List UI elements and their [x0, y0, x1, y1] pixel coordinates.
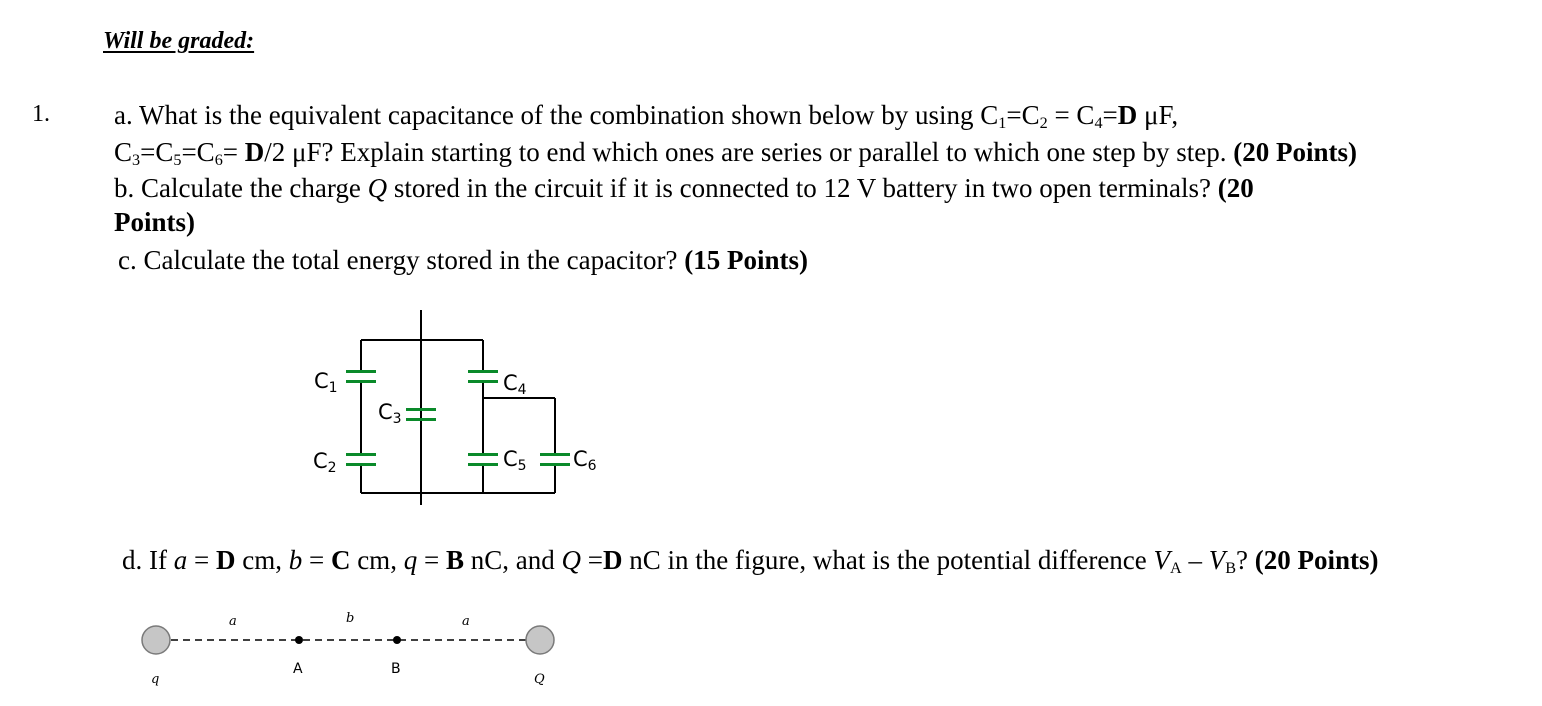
part-b-line-2: Points) — [114, 207, 195, 237]
c6-label: C6 — [573, 447, 597, 474]
point-a-label: A — [293, 661, 303, 677]
c4-label: C4 — [503, 371, 527, 398]
c2-plate-bottom — [346, 463, 376, 466]
c2-plate-top — [346, 453, 376, 456]
distance-a-left: a — [229, 614, 237, 629]
distance-b: b — [346, 611, 355, 626]
point-b-dot — [393, 636, 401, 644]
c1-plate-top — [346, 370, 376, 373]
part-b-line-1: b. Calculate the charge Q stored in the circuit if it is connected to 12 V battery in two open terminals? (20 — [114, 173, 1254, 203]
c5-plate-bottom — [468, 463, 498, 466]
part-c-line: c. Calculate the total energy stored in the capacitor? (15 Points) — [118, 245, 809, 275]
c1-plate-bottom — [346, 380, 376, 383]
c3-plate-bottom — [406, 418, 436, 421]
charge-Q-label: Q — [534, 672, 545, 687]
part-a-line-2: $C_3=C_5=C_6= D/2$ μF? Explain starting to end which ones are series or parallel to which one step by step. (20 Points) — [114, 137, 1358, 170]
charges-figure — [142, 611, 554, 687]
graded-heading: Will be graded: — [103, 28, 255, 54]
c5-plate-top — [468, 453, 498, 456]
point-b-label: B — [391, 661, 401, 677]
c3-plate-top — [406, 408, 436, 411]
c1-label: C1 — [314, 369, 338, 396]
c4-plate-top — [468, 370, 498, 373]
c3-label: C3 — [378, 400, 402, 427]
distance-a-right: a — [462, 614, 470, 629]
question-number: 1. — [32, 101, 50, 127]
part-a-line-1: a. What is the equivalent capacitance of the combination shown below by using $C_1=C_2 = C_4=D$ μF, — [114, 100, 1179, 133]
c4-plate-bottom — [468, 380, 498, 383]
part-d-line: d. If a = D cm, b = C cm, q = B nC, and Q =D nC in the figure, what is the potential difference $V_A - V_B$? (20 Points) — [122, 545, 1379, 578]
c5-label: C5 — [503, 447, 527, 474]
charge-q-sphere — [142, 626, 170, 654]
c6-plate-top — [540, 453, 570, 456]
charge-q-label: q — [151, 672, 160, 687]
c2-label: C2 — [313, 449, 337, 476]
point-a-dot — [295, 636, 303, 644]
c6-plate-bottom — [540, 463, 570, 466]
charge-Q-sphere — [526, 626, 554, 654]
